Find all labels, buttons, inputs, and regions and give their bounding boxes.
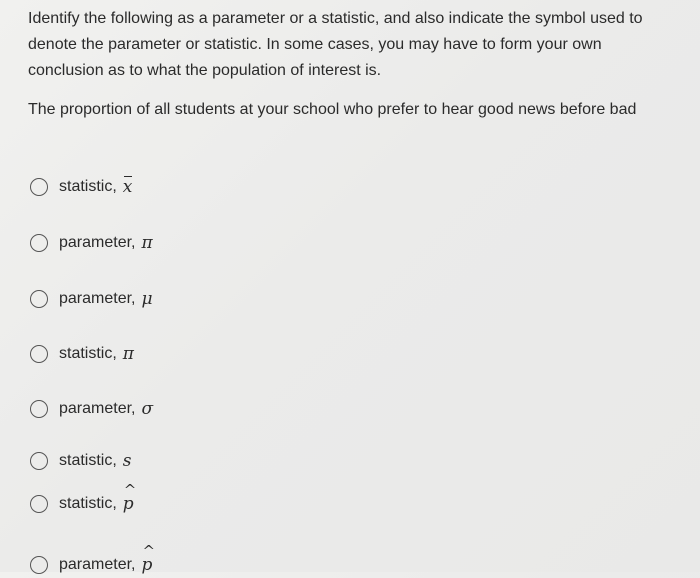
radio-button[interactable] — [30, 400, 48, 418]
option-symbol: x — [122, 177, 133, 197]
option-label: parameter, — [59, 400, 136, 417]
radio-button[interactable] — [30, 290, 48, 308]
prompt-text: The proportion of all students at your school who prefer to hear good news before bad — [28, 101, 637, 118]
option-symbol: σ — [141, 399, 154, 419]
option-label: parameter, — [59, 234, 136, 251]
option-symbol: π — [141, 233, 153, 253]
option-symbol-letter: p — [141, 555, 153, 575]
option-label: statistic, — [59, 178, 117, 195]
option-statistic-s[interactable] — [30, 448, 132, 474]
option-symbol: s — [122, 451, 132, 471]
option-label: parameter, — [59, 556, 136, 573]
hat-mark: ^ — [142, 542, 156, 560]
option-label: statistic, — [59, 495, 117, 512]
radio-button[interactable] — [30, 178, 48, 196]
option-parameter-sigma[interactable] — [30, 396, 153, 422]
radio-button[interactable] — [30, 452, 48, 470]
radio-button[interactable] — [30, 345, 48, 363]
option-label: statistic, — [59, 452, 117, 469]
radio-button[interactable] — [30, 556, 48, 574]
option-symbol: π — [122, 344, 134, 364]
option-label: statistic, — [59, 345, 117, 362]
option-symbol — [122, 481, 137, 514]
radio-button[interactable] — [30, 234, 48, 252]
option-label: parameter, — [59, 290, 136, 307]
option-parameter-pi[interactable] — [30, 230, 153, 256]
option-symbol-letter: p — [122, 494, 134, 514]
question-text: Identify the following as a parameter or a statistic, and also indicate the symbol used to denote the parameter or statistic. In some cases, you may have to form your own conclusion as to what the population of interest is. — [28, 10, 643, 79]
option-symbol — [141, 542, 156, 575]
option-statistic-phat[interactable] — [30, 481, 137, 517]
option-statistic-pi[interactable] — [30, 341, 134, 367]
radio-button[interactable] — [30, 495, 48, 513]
option-statistic-xbar[interactable] — [30, 174, 132, 200]
option-parameter-phat[interactable] — [30, 542, 156, 578]
option-parameter-mu[interactable] — [30, 286, 153, 312]
option-symbol: μ — [141, 289, 153, 309]
hat-mark: ^ — [123, 481, 137, 499]
